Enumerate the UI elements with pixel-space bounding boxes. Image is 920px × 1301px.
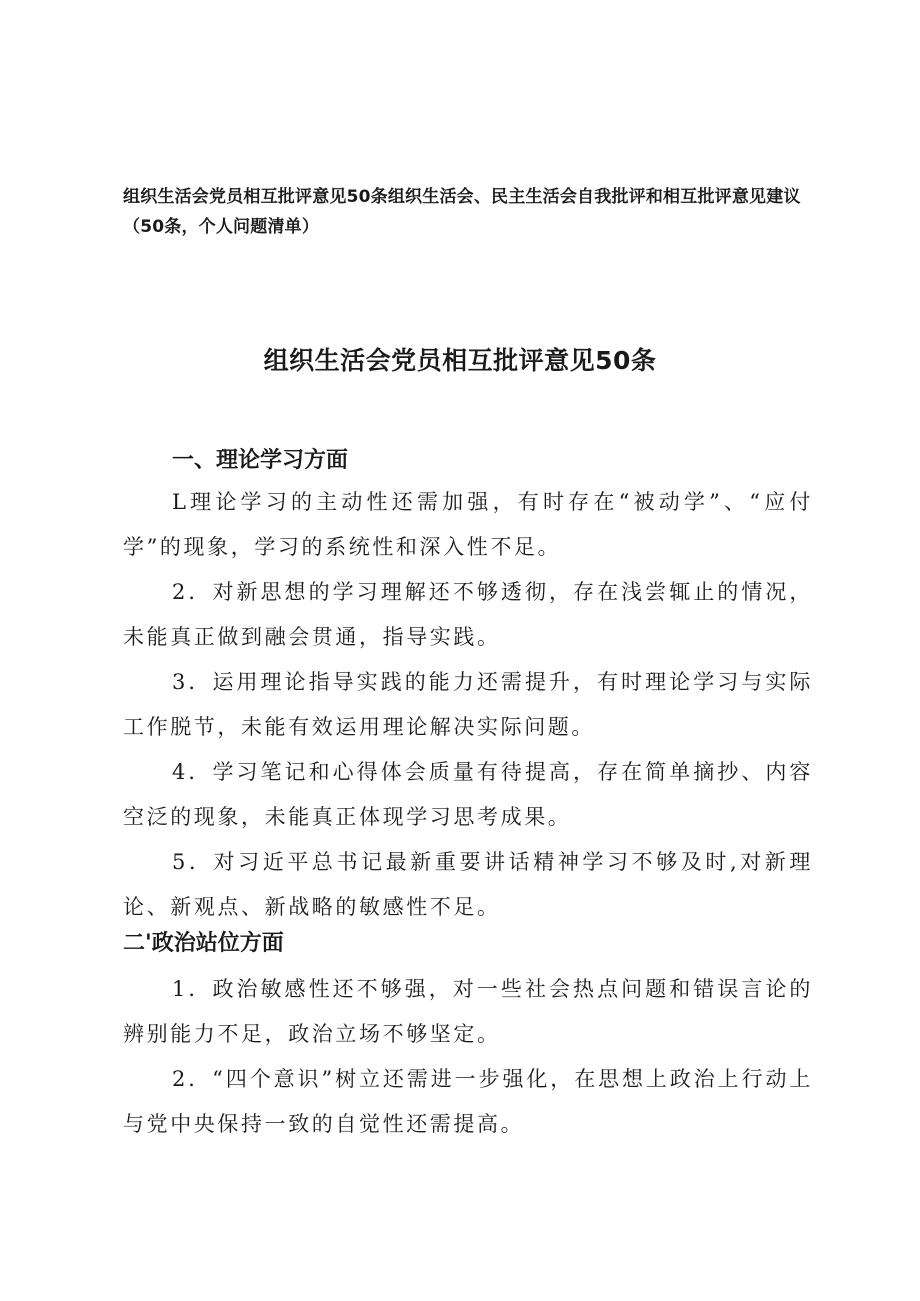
document-top-title: 组织生活会党员相互批评意见50条组织生活会、民主生活会自我批评和相互批评意见建议（50条，个人问题清单） xyxy=(123,187,801,237)
document-main-title: 组织生活会党员相互批评意见50条 xyxy=(263,346,657,375)
paragraph-item: 5．对习近平总书记最新重要讲话精神学习不够及时,对新理论、新观点、新战略的敏感性不足。 xyxy=(123,850,813,919)
paragraph-item: 3．运用理论指导实践的能力还需提升，有时理论学习与实际工作脱节，未能有效运用理论解决实际问题。 xyxy=(123,670,813,739)
paragraph-item: 2．对新思想的学习理解还不够透彻，存在浅尝辄止的情况，未能真正做到融会贯通，指导实践。 xyxy=(123,580,813,649)
paragraph-item: 2．“四个意识”树立还需进一步强化，在思想上政治上行动上与党中央保持一致的自觉性还需提高。 xyxy=(123,1067,813,1136)
paragraph-item: 4．学习笔记和心得体会质量有待提高，存在简单摘抄、内容空泛的现象，未能真正体现学习思考成果。 xyxy=(123,760,813,829)
paragraph-item: L理论学习的主动性还需加强，有时存在“被动学”、“应付学”的现象，学习的系统性和深入性不足。 xyxy=(123,490,813,559)
paragraph-item: 1．政治敏感性还不够强，对一些社会热点问题和错误言论的辨别能力不足，政治立场不够坚定。 xyxy=(123,977,813,1046)
section-heading-theory: 一、理论学习方面 xyxy=(172,448,349,473)
section-heading-political: 二'政治站位方面 xyxy=(123,931,284,956)
